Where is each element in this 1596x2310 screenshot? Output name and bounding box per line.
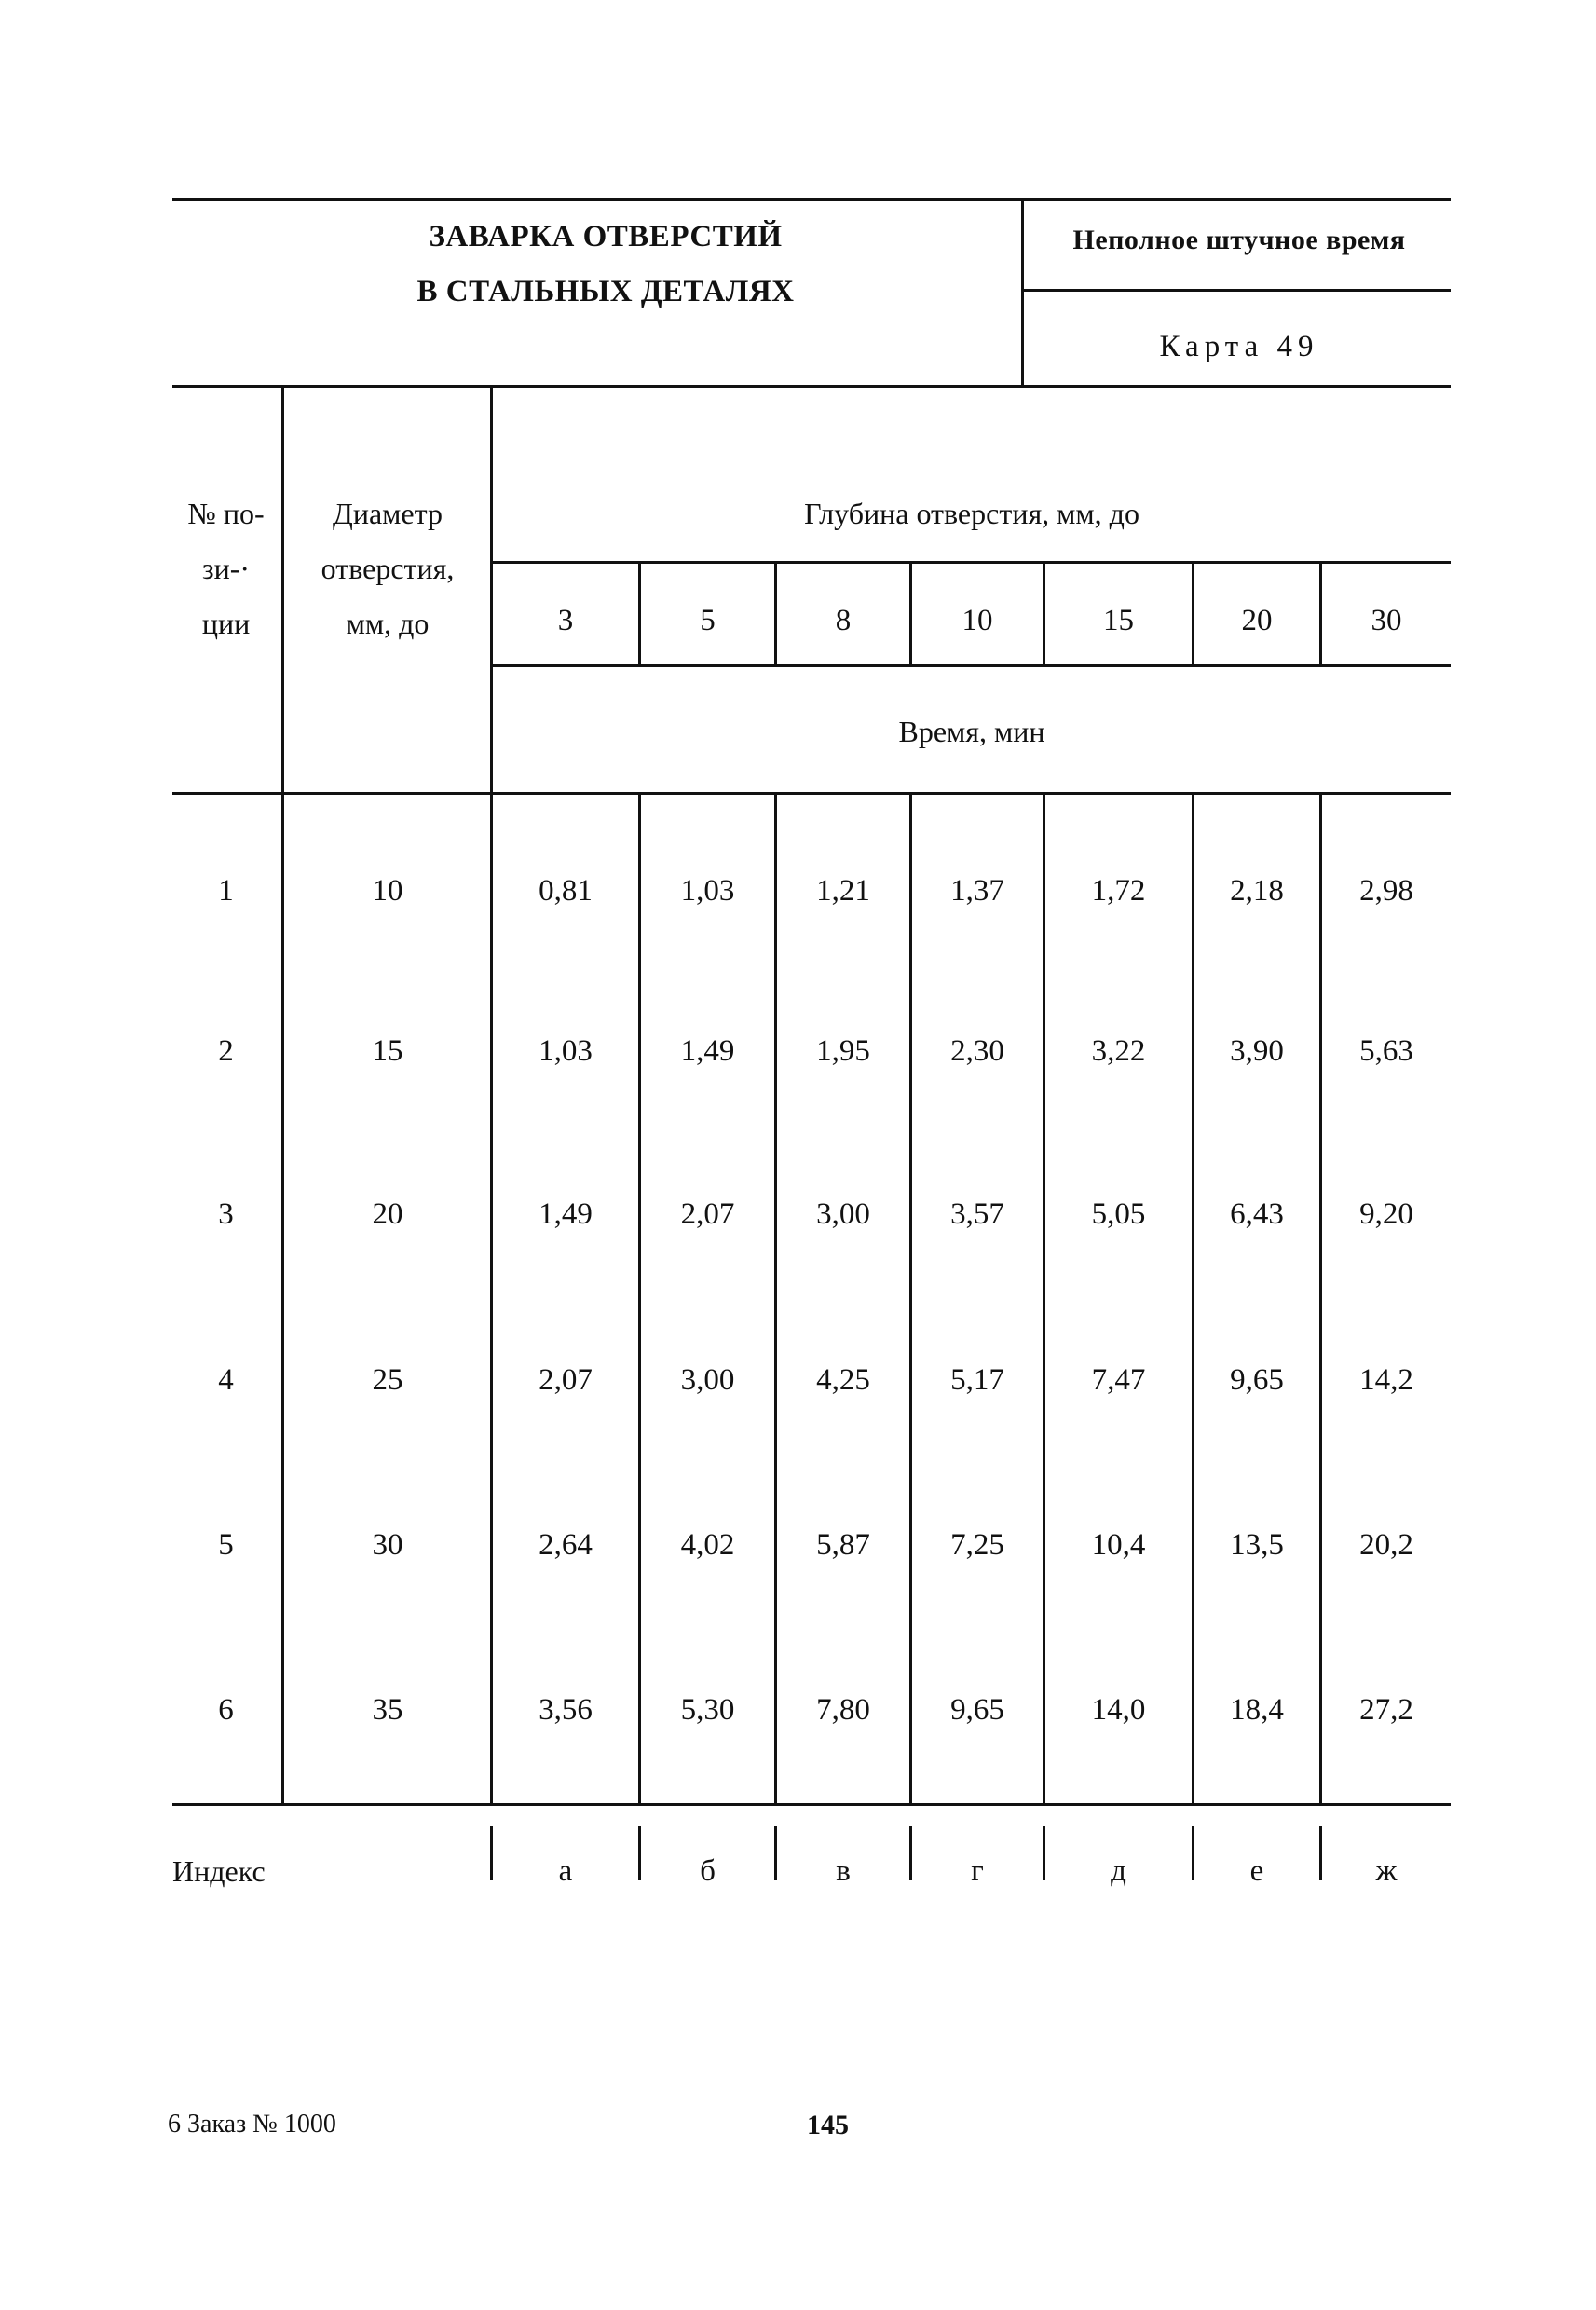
diameter-cell: 25 <box>372 1363 403 1397</box>
time-cell: 5,05 <box>1091 1197 1146 1231</box>
position-cell: 4 <box>218 1363 234 1397</box>
time-cell: 1,37 <box>950 874 1004 908</box>
header-bottom-rule <box>172 385 1451 388</box>
time-cell: 6,43 <box>1230 1197 1284 1231</box>
time-cell: 3,90 <box>1230 1034 1284 1068</box>
index-b: б <box>700 1854 716 1888</box>
time-cell: 2,07 <box>680 1197 735 1231</box>
col-position-line-3: ции <box>201 607 251 640</box>
time-cell: 3,00 <box>816 1197 870 1231</box>
card-number: Карта 49 <box>1159 330 1319 363</box>
time-cell: 1,03 <box>539 1034 593 1068</box>
title-line-2: В СТАЛЬНЫХ ДЕТАЛЯХ <box>416 275 795 308</box>
depth-10: 10 <box>962 604 993 637</box>
depth-values-rule <box>490 664 1451 667</box>
header-divider <box>1021 198 1024 388</box>
time-cell: 2,30 <box>950 1034 1004 1068</box>
time-cell: 1,49 <box>539 1197 593 1231</box>
col-diameter-line-2: отверстия, <box>321 552 455 585</box>
col-position-line-1: № по- <box>187 497 265 530</box>
time-cell: 4,25 <box>816 1363 870 1397</box>
depth-header: Глубина отверстия, мм, до <box>804 497 1139 530</box>
time-cell: 2,18 <box>1230 874 1284 908</box>
col-diameter-line-1: Диаметр <box>333 497 443 530</box>
title-line-1: ЗАВАРКА ОТВЕРСТИЙ <box>429 220 783 253</box>
col-diameter-line-3: мм, до <box>346 607 430 640</box>
position-cell: 6 <box>218 1693 234 1727</box>
data-rule-b <box>774 792 777 1803</box>
time-cell: 1,49 <box>680 1034 735 1068</box>
depth-15: 15 <box>1103 604 1134 637</box>
page-number: 145 <box>807 2110 849 2140</box>
time-cell: 5,30 <box>680 1693 735 1727</box>
time-cell: 14,0 <box>1091 1693 1146 1727</box>
col-rule-2 <box>490 385 493 1806</box>
time-cell: 1,95 <box>816 1034 870 1068</box>
time-header: Время, мин <box>898 715 1045 748</box>
index-e: д <box>1111 1854 1126 1888</box>
time-cell: 27,2 <box>1359 1693 1413 1727</box>
header-end-rule <box>172 792 1451 795</box>
depth-header-rule <box>490 561 1451 564</box>
diameter-cell: 20 <box>372 1197 403 1231</box>
col-position-line-2: зи-· <box>201 552 251 585</box>
time-cell: 1,03 <box>680 874 735 908</box>
diameter-cell: 15 <box>372 1034 403 1068</box>
index-label: Индекс <box>172 1854 266 1888</box>
depth-8: 8 <box>835 604 852 637</box>
time-cell: 14,2 <box>1359 1363 1413 1397</box>
depth-30: 30 <box>1371 604 1402 637</box>
position-cell: 3 <box>218 1197 234 1231</box>
depth-5: 5 <box>700 604 716 637</box>
time-cell: 2,98 <box>1359 874 1413 908</box>
position-cell: 5 <box>218 1528 234 1562</box>
time-cell: 9,20 <box>1359 1197 1413 1231</box>
time-cell: 4,02 <box>680 1528 735 1562</box>
time-cell: 0,81 <box>539 874 593 908</box>
header-right-rule <box>1021 289 1451 292</box>
time-cell: 20,2 <box>1359 1528 1413 1562</box>
diameter-cell: 35 <box>372 1693 403 1727</box>
time-cell: 1,72 <box>1091 874 1146 908</box>
top-rule <box>172 198 1451 201</box>
data-rule-c <box>909 792 912 1803</box>
depth-20: 20 <box>1241 604 1273 637</box>
order-number: 6 Заказ № 1000 <box>168 2110 336 2139</box>
time-cell: 9,65 <box>1230 1363 1284 1397</box>
table-end-rule <box>172 1803 1451 1806</box>
time-cell: 7,25 <box>950 1528 1004 1562</box>
index-c: в <box>836 1854 851 1888</box>
position-cell: 2 <box>218 1034 234 1068</box>
time-cell: 9,65 <box>950 1693 1004 1727</box>
index-g: ж <box>1375 1854 1398 1888</box>
data-rule-f <box>1319 792 1322 1803</box>
time-cell: 7,80 <box>816 1693 870 1727</box>
depth-3: 3 <box>557 604 574 637</box>
time-cell: 3,22 <box>1091 1034 1146 1068</box>
position-cell: 1 <box>218 874 234 908</box>
data-rule-a <box>638 792 641 1803</box>
time-cell: 13,5 <box>1230 1528 1284 1562</box>
time-cell: 5,87 <box>816 1528 870 1562</box>
time-cell: 2,07 <box>539 1363 593 1397</box>
index-a: а <box>558 1854 573 1888</box>
time-cell: 1,21 <box>816 874 870 908</box>
time-cell: 5,63 <box>1359 1034 1413 1068</box>
col-rule-1 <box>281 385 284 1806</box>
index-f: е <box>1249 1854 1264 1888</box>
time-cell: 3,56 <box>539 1693 593 1727</box>
diameter-cell: 10 <box>372 874 403 908</box>
data-rule-d <box>1043 792 1045 1803</box>
time-type-label: Неполное штучное время <box>1072 225 1406 255</box>
time-cell: 7,47 <box>1091 1363 1146 1397</box>
time-cell: 5,17 <box>950 1363 1004 1397</box>
data-rule-e <box>1192 792 1194 1803</box>
index-d: г <box>971 1854 984 1888</box>
time-cell: 3,00 <box>680 1363 735 1397</box>
time-cell: 10,4 <box>1091 1528 1146 1562</box>
time-cell: 3,57 <box>950 1197 1004 1231</box>
time-cell: 2,64 <box>539 1528 593 1562</box>
diameter-cell: 30 <box>372 1528 403 1562</box>
time-cell: 18,4 <box>1230 1693 1284 1727</box>
